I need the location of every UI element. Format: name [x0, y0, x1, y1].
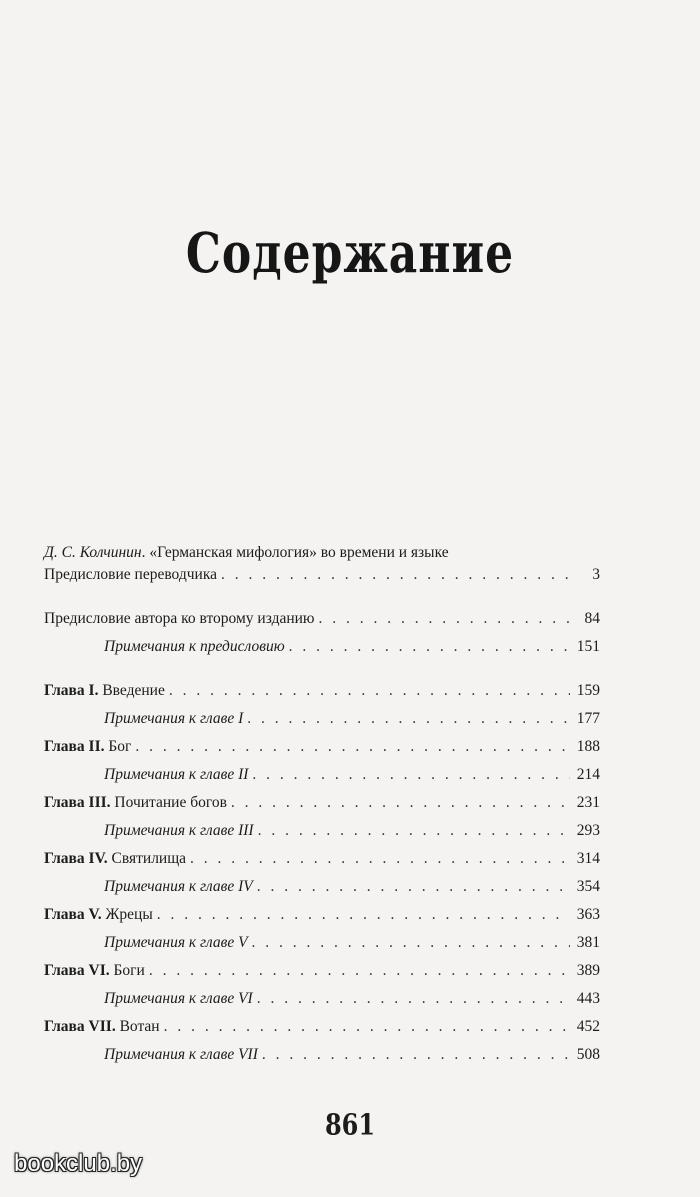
toc-entry-text: Бог [104, 738, 132, 755]
dot-leader [257, 876, 570, 898]
toc-subentry[interactable] [44, 988, 600, 1010]
toc-entry-label [104, 876, 253, 898]
toc-entry-text: Примечания к главе II [104, 766, 249, 783]
toc-subentry[interactable] [44, 636, 600, 658]
toc-entry-text: Предисловие переводчика [44, 566, 218, 583]
toc-entry-label [44, 792, 227, 814]
page-title: Содержание [185, 222, 515, 286]
toc-entry[interactable] [44, 564, 600, 586]
dot-leader [231, 792, 570, 814]
dot-leader [252, 932, 570, 954]
toc-entry-text: Жрецы [101, 906, 153, 923]
toc-entry-text: Примечания к главе IV [104, 878, 253, 895]
toc-entry-text: Примечания к главе III [104, 822, 254, 839]
toc-page-number: 381 [576, 934, 600, 951]
toc-entry-label [44, 960, 145, 982]
chapter-number: Глава I. [44, 682, 99, 699]
dot-leader [252, 764, 570, 786]
toc-page-number: 389 [576, 962, 600, 979]
dot-leader [258, 820, 570, 842]
toc-entry-text: Примечания к главе VII [104, 1046, 258, 1063]
toc-entry-label [104, 636, 285, 658]
dot-leader [190, 848, 570, 870]
toc-entry-label [44, 904, 153, 926]
toc-entry-label [44, 848, 186, 870]
toc-page-number: 314 [576, 850, 600, 867]
dot-leader [169, 680, 570, 702]
toc-entries [44, 564, 600, 1066]
toc-page-number: 84 [584, 610, 600, 627]
toc-entry[interactable] [44, 848, 600, 870]
toc-page-number: 293 [576, 822, 600, 839]
toc-entry[interactable] [44, 792, 600, 814]
watermark: bookclub.by [14, 1150, 143, 1177]
toc-entry-text: Предисловие автора ко второму изданию [44, 610, 315, 627]
dot-leader [319, 608, 570, 630]
toc-entry[interactable] [44, 960, 600, 982]
toc-page-number: 177 [576, 710, 600, 727]
chapter-number: Глава VII. [44, 1018, 116, 1035]
chapter-number: Глава VI. [44, 962, 110, 979]
intro-line [44, 542, 600, 564]
intro-author: Д. С. Колчинин [44, 544, 142, 561]
toc-entry-text: Примечания к предисловию [104, 638, 285, 655]
toc-entry[interactable] [44, 608, 600, 630]
toc-entry-label [104, 820, 254, 842]
toc-entry[interactable] [44, 904, 600, 926]
toc-entry-text: Вотан [115, 1018, 160, 1035]
toc-entry-label [44, 608, 315, 630]
toc-page-number: 159 [576, 682, 600, 699]
toc-subentry[interactable] [44, 876, 600, 898]
toc-page-number: 188 [576, 738, 600, 755]
toc-entry-text: Введение [98, 682, 165, 699]
toc-subentry[interactable] [44, 764, 600, 786]
toc-subentry[interactable] [44, 932, 600, 954]
toc-entry-label [44, 564, 217, 586]
chapter-number: Глава IV. [44, 850, 108, 867]
toc-page-number: 214 [576, 766, 600, 783]
toc-subentry[interactable] [44, 1044, 600, 1066]
toc-entry-label [104, 708, 243, 730]
dot-leader [262, 1044, 570, 1066]
toc-entry-text: Примечания к главе V [104, 934, 248, 951]
toc-page-number: 443 [576, 990, 600, 1007]
table-of-contents [44, 542, 600, 1072]
toc-page-number: 151 [576, 638, 600, 655]
dot-leader [164, 1016, 570, 1038]
toc-page-number: 231 [576, 794, 600, 811]
toc-entry-label [104, 1044, 258, 1066]
toc-page-number: 452 [576, 1018, 600, 1035]
toc-entry-label [44, 736, 131, 758]
chapter-number: Глава II. [44, 738, 105, 755]
toc-subentry[interactable] [44, 820, 600, 842]
toc-page-number: 354 [576, 878, 600, 895]
toc-entry-text: Примечания к главе I [104, 710, 244, 727]
toc-gap [44, 664, 600, 680]
toc-entry[interactable] [44, 680, 600, 702]
toc-entry-label [44, 680, 165, 702]
toc-entry-label [104, 764, 248, 786]
toc-entry[interactable] [44, 1016, 600, 1038]
page-number: 861 [324, 1107, 376, 1142]
toc-page-number: 363 [576, 906, 600, 923]
toc-page-number: 3 [592, 566, 600, 583]
toc-entry-label [44, 1016, 160, 1038]
toc-entry-text: Почитание богов [110, 794, 227, 811]
toc-page-number: 508 [576, 1046, 600, 1063]
toc-entry-label [104, 988, 253, 1010]
dot-leader [135, 736, 570, 758]
toc-gap [44, 592, 600, 608]
toc-subentry[interactable] [44, 708, 600, 730]
toc-entry-text: Примечания к главе VI [104, 990, 253, 1007]
intro-title: . «Германская мифология» во времени и языке [141, 544, 449, 561]
dot-leader [247, 708, 570, 730]
chapter-number: Глава III. [44, 794, 111, 811]
dot-leader [221, 564, 570, 586]
dot-leader [289, 636, 570, 658]
dot-leader [149, 960, 570, 982]
dot-leader [257, 988, 570, 1010]
chapter-number: Глава V. [44, 906, 102, 923]
dot-leader [157, 904, 570, 926]
toc-entry-text: Боги [109, 962, 145, 979]
toc-entry-text: Святилища [107, 850, 187, 867]
toc-entry-label [104, 932, 248, 954]
toc-entry[interactable] [44, 736, 600, 758]
